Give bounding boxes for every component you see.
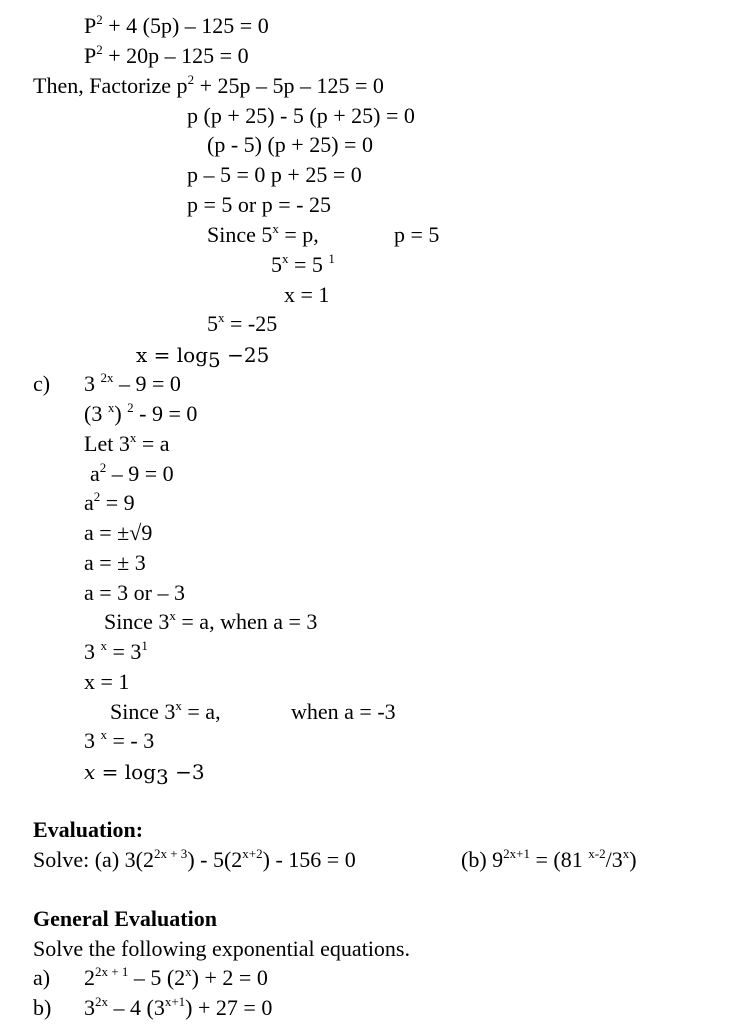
equation-line: Since $3^x = a$, when a = 3 <box>104 608 318 634</box>
evaluation-question-b: (b) $9^{2x+1} = (81$ $^{x-2}$/3$^x$) <box>461 846 637 872</box>
evaluation-question-a: Solve: (a) $3(2^{2x + 3}) - 5(2^{x+2}) - 156 = 0$ <box>33 846 356 872</box>
general-question-b: $3^{2x} - 4$ $(3^{x+1}) + 27 = 0$ <box>84 994 273 1020</box>
equation-line: Since $3^x = a$, <box>110 698 221 724</box>
equation-line: $5^x = 5$ $^1$ <box>271 251 335 277</box>
equation-line: $x = \log_5 -25$ <box>136 343 270 372</box>
equation-line: p (p + 25) - 5 (p + 25) = 0 <box>187 103 415 128</box>
equation-line: a = 3 or – 3 <box>84 580 185 605</box>
equation-line: $x = \log_3 -3$ <box>84 760 205 789</box>
equation-line: $P^2 + 4$ (5p) – 125 = 0 <box>84 12 269 38</box>
equation-line: p – 5 = 0 p + 25 = 0 <box>187 162 362 187</box>
equation-line: 3 $^x$ = - 3 <box>84 727 155 753</box>
equation-line: when a = -3 <box>291 699 396 724</box>
part-label: b) <box>33 995 52 1020</box>
evaluation-heading: Evaluation: <box>33 817 144 842</box>
equation-line: $P^2 + 20p - 125 = 0$ <box>84 42 249 68</box>
general-evaluation-heading: General Evaluation <box>33 906 217 931</box>
general-question-a: $2^{2x + 1} - 5$ $(2^x) + 2 = 0$ <box>84 964 268 990</box>
equation-line: 3 $^{2x}$ – 9 = 0 <box>84 370 181 396</box>
general-evaluation-intro: Solve the following exponential equations. <box>33 936 410 961</box>
part-label: c) <box>33 371 51 396</box>
equation-line: 3 $^x = 3^1$ <box>84 638 148 664</box>
part-label: a) <box>33 965 51 990</box>
equation-line: x = 1 <box>84 669 130 694</box>
equation-line: a = ±√9 <box>84 520 153 545</box>
equation-line: (3 $^x$) $^2$ - 9 = 0 <box>84 400 198 426</box>
equation-line: $a^2 = 9$ <box>84 489 135 515</box>
equation-line: Then, Factorize $p^2 + 25p - 5p - 125 = 0$ <box>33 72 384 98</box>
equation-line: p = 5 or p = - 25 <box>187 192 331 217</box>
equation-line: a = ± 3 <box>84 550 146 575</box>
equation-line: x = 1 <box>284 282 330 307</box>
equation-line: $5^x = -25$ <box>207 310 278 336</box>
equation-line: $a^2 - 9 = 0$ <box>90 460 174 486</box>
equation-line: Let $3^x = a$ <box>84 430 170 456</box>
equation-line: (p - 5) (p + 25) = 0 <box>207 132 373 157</box>
equation-line: Since $5^x = p$, <box>207 221 319 247</box>
equation-line: p = 5 <box>394 222 440 247</box>
